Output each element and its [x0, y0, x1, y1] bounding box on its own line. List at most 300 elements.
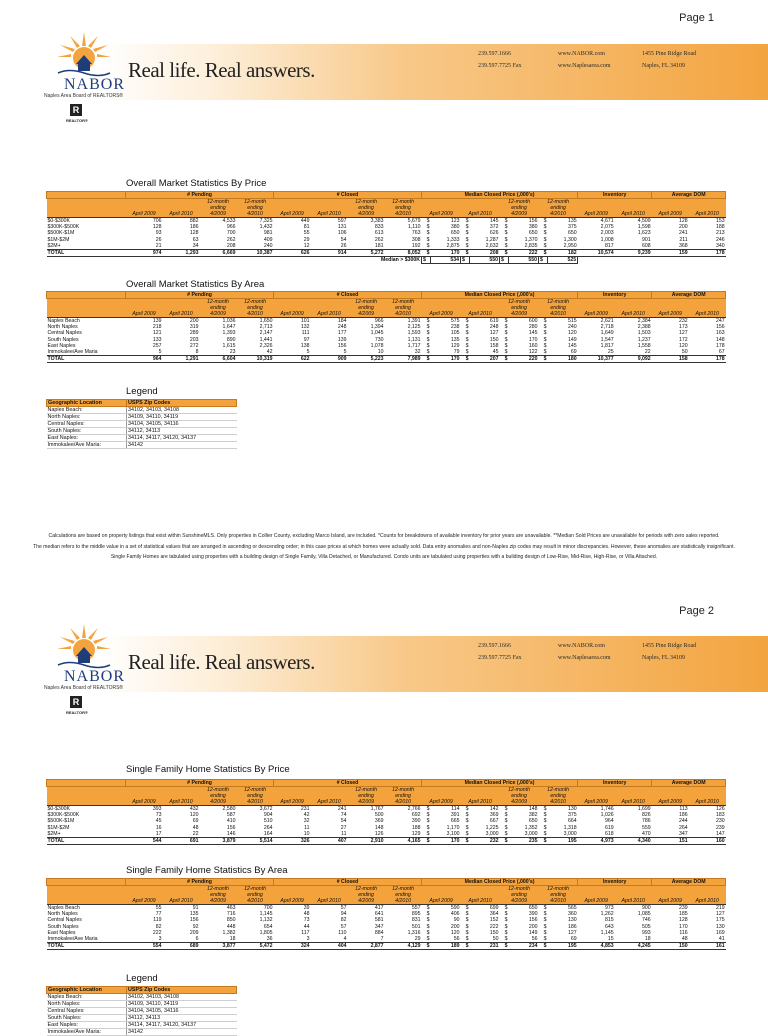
column-header: 4/2010 [539, 898, 578, 905]
currency-symbol: $ [465, 230, 469, 237]
column-header: 12-month [539, 886, 578, 893]
value-cell: 895 [411, 911, 421, 918]
median-price-cell: 375 [568, 812, 577, 819]
group-header: # Pending [126, 192, 274, 199]
value-cell: 5 [158, 349, 162, 356]
row-label: $0-$300K [47, 218, 70, 224]
value-cell: 730 [374, 336, 384, 343]
value-cell: 746 [642, 917, 651, 924]
currency-symbol: $ [504, 806, 508, 812]
value-cell: 1,293 [163, 249, 200, 256]
median-price-cell: 1,333 [446, 236, 460, 243]
contact-phone [478, 640, 522, 664]
value-cell: 643 [605, 923, 614, 930]
legend-row [47, 1001, 237, 1008]
currency-symbol: $ [504, 336, 508, 343]
value-cell: 178 [689, 249, 726, 256]
value-cell: 219 [716, 905, 725, 911]
median-price-cell: 235 [509, 837, 539, 844]
legend-header-row [47, 400, 237, 407]
value-cell: 1,503 [637, 330, 651, 337]
median-price-cell: 56 [531, 936, 538, 943]
column-header: April 2010 [311, 799, 348, 806]
value-cell: 554 [126, 943, 163, 950]
value-cell: 138 [300, 343, 310, 350]
column-header: 4/2009 [348, 311, 385, 318]
value-cell: 173 [679, 324, 688, 331]
column-header: 12-month [385, 886, 422, 893]
currency-symbol: $ [426, 318, 430, 324]
value-cell: 213 [716, 230, 725, 237]
value-cell: 706 [152, 218, 162, 224]
value-cell: 6,604 [200, 356, 237, 363]
legend-zip: 34104, 34105, 34116 [127, 1008, 237, 1015]
value-cell: 57 [340, 923, 347, 930]
group-header [47, 192, 126, 199]
group-header: Inventory [578, 192, 652, 199]
median-price-cell: 280 [528, 324, 538, 331]
value-cell: 150 [652, 943, 689, 950]
value-cell: 262 [226, 236, 236, 243]
currency-symbol: $ [465, 824, 469, 831]
value-cell: 4,245 [615, 943, 652, 950]
value-cell: 10,387 [237, 249, 274, 256]
value-cell: 128 [189, 230, 199, 237]
value-cell: 308 [411, 236, 421, 243]
value-cell: 120 [679, 343, 688, 350]
value-cell: 10,377 [578, 356, 615, 363]
currency-symbol: $ [504, 905, 508, 911]
currency-symbol: $ [543, 318, 547, 324]
median-price-cell: 664 [568, 818, 577, 825]
median-price-cell: 650 [528, 230, 538, 237]
currency-symbol: $ [539, 249, 548, 256]
org-subtitle: Naples Area Board of REALTORS® [44, 93, 124, 99]
currency-symbol: $ [500, 249, 509, 256]
median-price-cell: 406 [450, 911, 460, 918]
row-label: $1M-$2M [47, 236, 70, 243]
value-cell: 1,078 [370, 343, 384, 350]
currency-symbol: $ [461, 256, 470, 263]
median-price-cell: 1,287 [485, 236, 499, 243]
value-cell: 1,558 [637, 343, 651, 350]
page-2-header [0, 622, 768, 722]
median-price-cell: 150 [489, 336, 499, 343]
currency-symbol: $ [465, 218, 469, 224]
value-cell: 55 [303, 230, 310, 237]
website-naplesarea[interactable]: www.Naplesarea.com [558, 655, 611, 661]
value-cell: 691 [163, 837, 200, 844]
median-price-cell: 160 [528, 343, 538, 350]
value-cell: 3,879 [200, 837, 237, 844]
legend-zip: 34109, 34110, 34119 [127, 414, 237, 421]
median-price-cell: 149 [568, 336, 577, 343]
value-cell: 964 [126, 356, 163, 363]
median-price-cell: 372 [489, 224, 499, 231]
median-price-cell: 360 [568, 911, 577, 918]
value-cell: 368 [679, 242, 688, 249]
column-header: April 2009 [126, 311, 163, 318]
contact-web [558, 640, 611, 664]
currency-symbol: $ [465, 923, 469, 930]
column-header: ending [237, 205, 274, 211]
currency-symbol: $ [426, 324, 430, 331]
value-cell: 559 [642, 824, 651, 831]
value-cell: 432 [189, 806, 199, 812]
median-price-cell: 79 [453, 349, 460, 356]
value-cell: 1,393 [222, 330, 236, 337]
currency-symbol: $ [426, 336, 430, 343]
currency-symbol: $ [504, 242, 508, 249]
legend-location: East Naples: [47, 1022, 127, 1029]
median-price-cell: 135 [568, 218, 577, 224]
column-header: 12-month [200, 199, 237, 206]
value-cell: 17 [155, 830, 162, 837]
currency-symbol: $ [504, 224, 508, 231]
column-header: ending [385, 305, 422, 311]
currency-symbol: $ [543, 236, 547, 243]
realtor-word: REALTOR® [66, 118, 88, 123]
median-price-cell: 90 [453, 917, 460, 924]
address-line-1: 1455 Pine Ridge Road [642, 51, 697, 57]
median-price-cell: 380 [450, 224, 460, 231]
legend-zip: 34114, 34117, 34120, 34137 [127, 435, 237, 442]
value-cell: 1,623 [637, 230, 651, 237]
legend-row [47, 1015, 237, 1022]
column-header: April 2010 [163, 211, 200, 218]
tagline: Real life. Real answers. [128, 58, 315, 82]
value-cell: 1,237 [637, 336, 651, 343]
legend-1-title: Legend [126, 386, 158, 397]
value-cell: 117 [301, 930, 310, 937]
column-header: ending [237, 305, 274, 311]
nabor-logo [40, 622, 130, 722]
empty-cell [652, 256, 689, 263]
value-cell: 209 [189, 930, 199, 937]
median-price-cell: 515 [568, 318, 577, 324]
median-price-cell: 156 [528, 218, 538, 224]
legend-location: Immokalee/Ave Maria: [47, 1029, 127, 1036]
value-cell: 42 [266, 349, 273, 356]
legend-location: Naples Beach: [47, 994, 127, 1001]
column-header: 12-month [500, 199, 539, 206]
currency-symbol: $ [543, 349, 547, 356]
column-header: 12-month [539, 787, 578, 794]
value-cell: 240 [263, 242, 273, 249]
value-cell: 2,147 [259, 330, 273, 337]
value-cell: 211 [679, 236, 688, 243]
value-cell: 409 [263, 236, 273, 243]
value-cell: 7 [380, 936, 384, 943]
contact-phone [478, 48, 522, 72]
value-cell: 1,008 [600, 236, 614, 243]
group-header-row [47, 192, 726, 199]
value-cell: 50 [681, 349, 688, 356]
currency-symbol: $ [426, 930, 430, 937]
value-cell: 3,383 [370, 218, 384, 224]
median-price-cell: 1,318 [563, 824, 577, 831]
row-label: South Naples [47, 336, 79, 343]
value-cell: 12 [303, 242, 310, 249]
value-cell: 188 [716, 224, 725, 231]
value-cell: 231 [300, 806, 310, 812]
row-label: $300K-$500K [47, 812, 80, 819]
website-nabor[interactable]: www.NABOR.com [558, 51, 605, 57]
column-header: ending [200, 305, 237, 311]
median-price-cell: 590 [450, 905, 460, 911]
column-header: 12-month [500, 787, 539, 794]
currency-symbol: $ [465, 905, 469, 911]
table-1-title: Overall Market Statistics By Price [126, 178, 267, 189]
value-cell: 151 [652, 837, 689, 844]
currency-symbol: $ [426, 224, 430, 231]
currency-symbol: $ [500, 837, 509, 844]
value-cell: 1,717 [407, 343, 421, 350]
currency-symbol: $ [422, 837, 431, 844]
row-label: Naples Beach [47, 318, 80, 324]
value-cell: 241 [337, 806, 347, 812]
currency-symbol: $ [426, 824, 430, 831]
value-cell: 18 [229, 936, 236, 943]
row-label: Central Naples [47, 330, 82, 337]
stats-table-area [46, 291, 726, 363]
value-cell: 833 [374, 224, 384, 231]
value-cell: 133 [152, 336, 162, 343]
column-header: April 2010 [461, 799, 500, 806]
median-price-cell: 45 [492, 349, 499, 356]
median-price-cell: 3,000 [524, 830, 538, 837]
value-cell: 177 [337, 330, 347, 337]
column-header: April 2010 [615, 799, 652, 806]
legend-table [46, 986, 237, 1036]
value-cell: 1,145 [600, 930, 614, 937]
currency-symbol: $ [426, 905, 430, 911]
column-header: 12-month [385, 199, 422, 206]
currency-symbol: $ [504, 923, 508, 930]
column-header: ending [500, 205, 539, 211]
column-header: 4/2010 [237, 211, 274, 218]
value-cell: 39 [303, 905, 310, 911]
median-price-cell: 170 [431, 249, 461, 256]
row-label: $300K-$500K [47, 224, 80, 231]
median-price-cell: 2,835 [524, 242, 538, 249]
column-header: ending [385, 205, 422, 211]
currency-symbol: $ [422, 943, 431, 950]
column-header: April 2009 [652, 211, 689, 218]
value-cell: 208 [226, 242, 236, 249]
value-cell: 153 [716, 218, 725, 224]
empty-cell [578, 256, 615, 263]
currency-symbol: $ [465, 343, 469, 350]
address-line-2: Naples, FL 34109 [642, 655, 685, 661]
currency-symbol: $ [465, 242, 469, 249]
group-header-row [47, 292, 726, 299]
org-name: NABOR [64, 668, 126, 685]
legend-location: East Naples: [47, 435, 127, 442]
median-value: 525 [548, 256, 578, 263]
median-price-cell: 619 [489, 318, 499, 324]
legend-header-row [47, 987, 237, 994]
value-cell: 10 [303, 830, 310, 837]
column-header: April 2009 [274, 311, 311, 318]
value-cell: 626 [274, 249, 311, 256]
currency-symbol: $ [426, 917, 430, 924]
website-naplesarea[interactable]: www.Naplesarea.com [558, 63, 611, 69]
currency-symbol: $ [465, 330, 469, 337]
value-cell: 1,085 [637, 911, 651, 918]
column-header: April 2010 [163, 799, 200, 806]
legend-row [47, 428, 237, 435]
value-cell: 156 [337, 343, 347, 350]
value-cell: 1,131 [407, 336, 421, 343]
column-header: ending [539, 892, 578, 898]
value-cell: 264 [679, 824, 688, 831]
value-cell: 1,145 [259, 911, 273, 918]
column-header: 4/2009 [348, 211, 385, 218]
column-header: April 2009 [578, 898, 615, 905]
value-cell: 1,391 [407, 318, 421, 324]
column-header: April 2009 [126, 799, 163, 806]
currency-symbol: $ [504, 324, 508, 331]
group-header: Inventory [578, 879, 652, 886]
group-header: # Closed [274, 292, 422, 299]
legend-2-title: Legend [126, 973, 158, 984]
value-cell: 82 [155, 923, 162, 930]
value-cell: 500 [374, 812, 384, 819]
value-cell: 181 [374, 242, 384, 249]
currency-symbol: $ [426, 343, 430, 350]
column-header: ending [348, 205, 385, 211]
value-cell: 966 [226, 224, 236, 231]
column-header: April 2010 [615, 898, 652, 905]
value-cell: 2,388 [637, 324, 651, 331]
website-nabor[interactable]: www.NABOR.com [558, 643, 605, 649]
value-cell: 1,649 [600, 330, 614, 337]
phone: 239.597.1666 [478, 51, 511, 57]
currency-symbol: $ [422, 356, 431, 363]
value-cell: 48 [192, 824, 199, 831]
group-header: Average DOM [652, 879, 726, 886]
row-label: TOTAL [47, 837, 126, 844]
currency-symbol: $ [543, 330, 547, 337]
stats-table-sf-area [46, 878, 726, 950]
value-cell: 1,262 [600, 911, 614, 918]
legend-location: Central Naples: [47, 1008, 127, 1015]
currency-symbol: $ [465, 236, 469, 243]
currency-symbol: $ [543, 830, 547, 837]
median-price-cell: 382 [528, 812, 538, 819]
currency-symbol: $ [504, 936, 508, 943]
value-cell: 417 [374, 905, 384, 911]
column-header: April 2009 [578, 211, 615, 218]
contact-web [558, 48, 611, 72]
group-header: # Closed [274, 192, 422, 199]
value-cell: 404 [311, 943, 348, 950]
column-header: 4/2009 [348, 898, 385, 905]
column-header: April 2009 [126, 211, 163, 218]
currency-symbol: $ [426, 242, 430, 249]
contact-address [642, 48, 696, 72]
currency-symbol: $ [504, 218, 508, 224]
value-cell: 178 [689, 356, 726, 363]
value-cell: 26 [155, 236, 162, 243]
median-price-cell: 1,170 [446, 824, 460, 831]
median-price-cell: 207 [470, 356, 500, 363]
column-header: 4/2010 [385, 898, 422, 905]
value-cell: 156 [189, 917, 199, 924]
value-cell: 172 [679, 336, 688, 343]
currency-symbol: $ [426, 330, 430, 337]
value-cell: 34 [192, 242, 199, 249]
value-cell: 18 [644, 936, 651, 943]
value-cell: 272 [189, 343, 199, 350]
value-cell: 618 [605, 830, 614, 837]
value-cell: 326 [274, 837, 311, 844]
value-cell: 160 [689, 837, 726, 844]
median-price-cell: 232 [470, 837, 500, 844]
value-cell: 904 [263, 812, 273, 819]
legend-zip: 34102, 34103, 34108 [127, 407, 237, 414]
currency-symbol: $ [543, 905, 547, 911]
column-header: April 2009 [274, 898, 311, 905]
value-cell: 126 [374, 830, 384, 837]
median-price-cell: 1,352 [524, 824, 538, 831]
median-value: 550 [470, 256, 500, 263]
currency-symbol: $ [539, 356, 548, 363]
legend-location: North Naples: [47, 414, 127, 421]
group-header [47, 879, 126, 886]
total-row [47, 356, 726, 363]
column-header: 4/2010 [385, 311, 422, 318]
column-header: April 2010 [689, 211, 726, 218]
column-header: 12-month [200, 886, 237, 893]
value-cell: 900 [642, 905, 651, 911]
value-cell: 850 [226, 917, 236, 924]
currency-symbol: $ [543, 230, 547, 237]
median-price-cell: 145 [568, 343, 577, 350]
value-cell: 81 [303, 224, 310, 231]
currency-symbol: $ [543, 936, 547, 943]
value-cell: 901 [642, 236, 651, 243]
legend-zip: 34104, 34105, 34116 [127, 421, 237, 428]
stats-table-price [46, 191, 726, 264]
currency-symbol: $ [422, 249, 431, 256]
value-cell: 36 [266, 936, 273, 943]
value-cell: 97 [303, 336, 310, 343]
currency-symbol: $ [426, 349, 430, 356]
value-cell: 763 [411, 230, 421, 237]
median-price-cell: 123 [450, 218, 460, 224]
value-cell: 3,877 [200, 943, 237, 950]
median-price-cell: 142 [489, 806, 499, 812]
row-label: $2M+ [47, 830, 61, 837]
currency-symbol: $ [465, 936, 469, 943]
median-price-cell: 120 [568, 330, 577, 337]
group-header: Median Closed Price (,000's) [422, 192, 578, 199]
legend-row [47, 414, 237, 421]
column-header: ending [237, 793, 274, 799]
currency-symbol: $ [543, 923, 547, 930]
group-header: Median Closed Price (,000's) [422, 292, 578, 299]
value-cell: 619 [605, 824, 614, 831]
currency-symbol: $ [426, 818, 430, 825]
row-label: $1M-$2M [47, 824, 70, 831]
value-cell: 200 [679, 224, 688, 231]
currency-symbol: $ [543, 806, 547, 812]
median-price-cell: 665 [450, 818, 460, 825]
value-cell: 27 [340, 824, 347, 831]
column-header: April 2009 [422, 799, 461, 806]
